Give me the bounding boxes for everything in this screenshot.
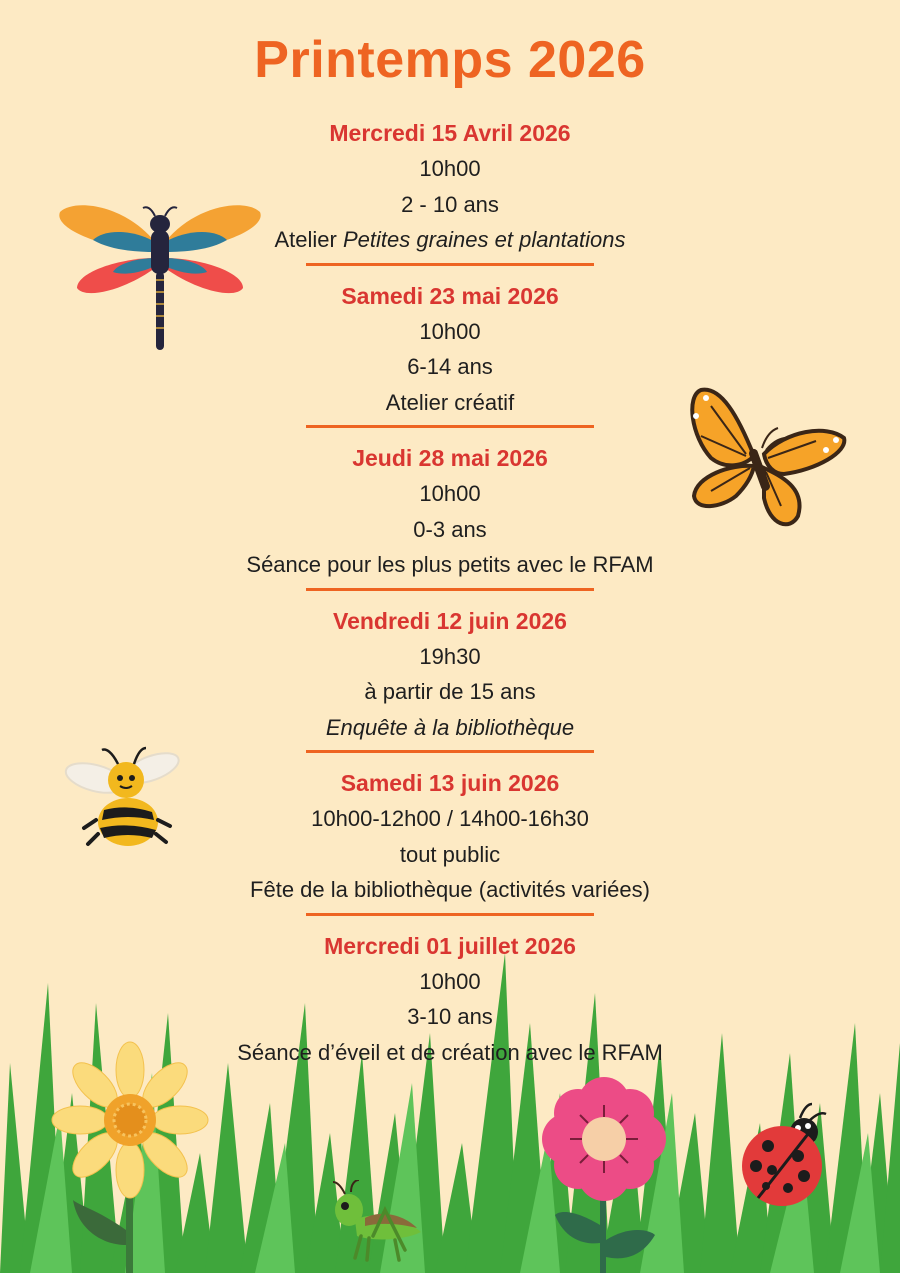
- event-date: Mercredi 01 juillet 2026: [324, 932, 576, 959]
- event-list: [0, 116, 900, 1091]
- event-date: Jeudi 28 mai 2026: [352, 445, 548, 471]
- event-activity-title: Petites graines et plantations: [342, 227, 626, 252]
- event-time: 10h00-12h00 / 14h00-16h30: [311, 806, 589, 831]
- event-date: Mercredi 15 Avril 2026: [329, 120, 571, 146]
- event-time: 10h00: [419, 481, 481, 506]
- event-item: [0, 441, 900, 604]
- separator: [306, 425, 594, 428]
- page-title: Printemps 2026: [254, 31, 646, 89]
- event-activity: [0, 222, 900, 258]
- event-activity: [0, 710, 900, 746]
- event-item: [0, 604, 900, 767]
- event-time: 10h00: [419, 318, 481, 344]
- separator: [306, 913, 594, 916]
- event-activity: Séance pour les plus petits avec le RFAM: [246, 552, 654, 577]
- event-date: Vendredi 12 juin 2026: [333, 607, 567, 634]
- event-age: à partir de 15 ans: [364, 679, 536, 704]
- event-age: 2 - 10 ans: [401, 191, 499, 217]
- event-activity: Séance d’éveil et de création avec le RFAM: [237, 1039, 663, 1065]
- event-date: Samedi 23 mai 2026: [341, 282, 559, 309]
- event-item: [0, 929, 900, 1092]
- grasshopper-icon: [325, 1180, 425, 1262]
- event-time: 10h00: [419, 968, 481, 994]
- event-activity: Fête de la bibliothèque (activités variées): [250, 877, 650, 902]
- event-item: [0, 279, 900, 442]
- event-activity: Atelier créatif: [385, 389, 515, 415]
- separator: [306, 263, 594, 266]
- flower-pink-icon: [540, 1075, 668, 1273]
- event-age: 6-14 ans: [407, 354, 493, 379]
- event-item: [0, 766, 900, 929]
- event-activity-title: Enquête à la bibliothèque: [325, 714, 575, 740]
- separator: [306, 588, 594, 591]
- event-item: [0, 116, 900, 279]
- event-age: tout public: [399, 841, 501, 867]
- event-time: 19h30: [419, 643, 481, 669]
- separator: [306, 750, 594, 753]
- event-age: 3-10 ans: [407, 1004, 493, 1029]
- event-time: 10h00: [419, 156, 481, 181]
- event-date: Samedi 13 juin 2026: [340, 770, 560, 796]
- event-age: 0-3 ans: [413, 516, 487, 542]
- event-activity-prefix: Atelier: [274, 227, 343, 252]
- ladybug-icon: [738, 1100, 833, 1210]
